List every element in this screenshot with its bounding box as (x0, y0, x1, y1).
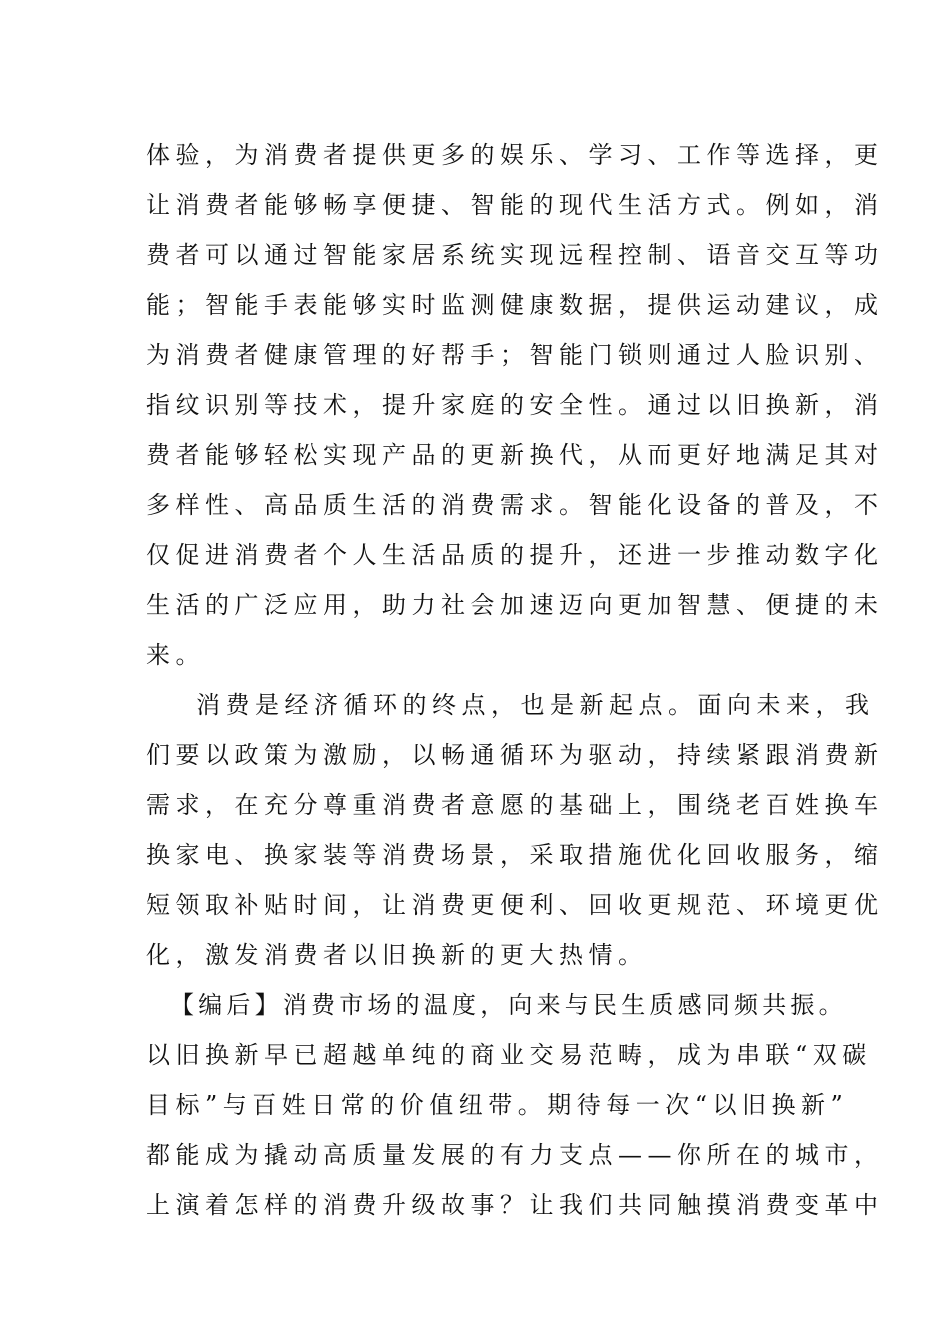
editor-note-start-line: 【编后】消费市场的温度，向来与民生质感同频共振。 (170, 991, 847, 1019)
text-line: 体验，为消费者提供更多的娱乐、学习、工作等选择，更 (146, 141, 884, 169)
paragraph-start-line: 消费是经济循环的终点，也是新起点。面向未来，我 (196, 691, 875, 719)
text-line: 都能成为撬动高质量发展的有力支点——你所在的城市， (146, 1141, 884, 1169)
text-line: 以旧换新早已超越单纯的商业交易范畴，成为串联“双碳 (146, 1041, 872, 1069)
text-line: 换家电、换家装等消费场景，采取措施优化回收服务，缩 (146, 841, 884, 869)
text-line: 费者能够轻松实现产品的更新换代，从而更好地满足其对 (146, 441, 884, 469)
text-line: 短领取补贴时间，让消费更便利、回收更规范、环境更优 (146, 891, 884, 919)
text-line: 让消费者能够畅享便捷、智能的现代生活方式。例如，消 (146, 191, 884, 219)
text-line: 上演着怎样的消费升级故事？让我们共同触摸消费变革中 (146, 1191, 884, 1219)
text-line: 仅促进消费者个人生活品质的提升，还进一步推动数字化 (146, 541, 884, 569)
text-line: 能；智能手表能够实时监测健康数据，提供运动建议，成 (146, 291, 884, 319)
text-line: 为消费者健康管理的好帮手；智能门锁则通过人脸识别、 (146, 341, 884, 369)
text-line: 来。 (146, 641, 205, 669)
text-line: 目标”与百姓日常的价值纽带。期待每一次“以旧换新” (146, 1091, 849, 1119)
text-line: 多样性、高品质生活的消费需求。智能化设备的普及，不 (146, 491, 884, 519)
text-line: 需求，在充分尊重消费者意愿的基础上，围绕老百姓换车 (146, 791, 884, 819)
text-line: 化，激发消费者以旧换新的更大热情。 (146, 941, 648, 969)
text-line: 指纹识别等技术，提升家庭的安全性。通过以旧换新，消 (146, 391, 884, 419)
text-line: 费者可以通过智能家居系统实现远程控制、语音交互等功 (146, 241, 884, 269)
text-line: 们要以政策为激励，以畅通循环为驱动，持续紧跟消费新 (146, 741, 884, 769)
text-line: 生活的广泛应用，助力社会加速迈向更加智慧、便捷的未 (146, 591, 884, 619)
